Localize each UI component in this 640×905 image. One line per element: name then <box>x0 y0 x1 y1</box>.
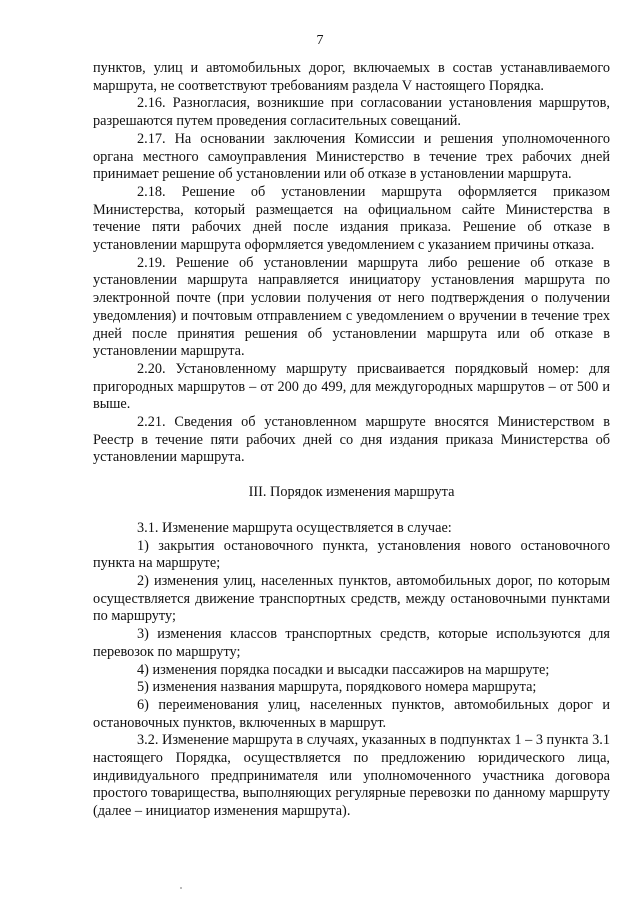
list-item: 2) изменения улиц, населенных пунктов, автомобильных дорог, по которым осуществляется движение транспортных средств, между остановочными пунктами по маршруту; <box>93 572 610 625</box>
list-item: 1) закрытия остановочного пункта, установления нового остановочного пункта на маршруте; <box>93 537 610 572</box>
paragraph: 2.20. Установленному маршруту присваивается порядковый номер: для пригородных маршрутов – от 200 до 499, для междугородных маршрутов – от 500 и выше. <box>93 360 610 413</box>
paragraph: 3.2. Изменение маршрута в случаях, указанных в подпунктах 1 – 3 пункта 3.1 настоящего Порядка, осуществляется по предложению юридического лица, индивидуального предпринимателя или уполномоченного участника договора простого товарищества, выполняющих регулярные перевозки по данному маршруту (далее – инициатор изменения маршрута). <box>93 732 610 820</box>
scan-speck <box>180 887 182 889</box>
document-body <box>93 60 610 821</box>
section-iii <box>93 520 610 821</box>
paragraph: 2.21. Сведения об установленном маршруте вносятся Министерством в Реестр в течение пяти рабочих дней со дня издания приказа Министерства об установлении маршрута. <box>93 414 610 466</box>
paragraph: пунктов, улиц и автомобильных дорог, включаемых в состав устанавливаемого маршрута, не соответствуют требованиям раздела V настоящего Порядка. <box>93 60 610 94</box>
paragraph: 2.16. Разногласия, возникшие при согласовании установления маршрутов, разрешаются путем проведения согласительных совещаний. <box>93 95 610 130</box>
list-item: 6) переименования улиц, населенных пунктов, автомобильных дорог и остановочных пунктов, включенных в маршрут. <box>93 696 610 731</box>
paragraph: 2.18. Решение об установлении маршрута оформляется приказом Министерства, который размещается на официальном сайте Министерства в течение пяти рабочих дней после издания приказа. Решение об отказе в установлении маршрута оформляется уведомлением с указанием причины отказа. <box>93 183 610 254</box>
paragraph: 2.17. На основании заключения Комиссии и решения уполномоченного органа местного самоуправления Министерство в течение трех рабочих дней принимает решение об установлении или об отказе в установлении маршрута. <box>93 130 610 183</box>
page-number: 7 <box>316 33 324 48</box>
list-item: 3) изменения классов транспортных средств, которые используются для перевозок по маршруту; <box>93 626 610 660</box>
paragraph: 3.1. Изменение маршрута осуществляется в случае: <box>137 519 452 536</box>
section-ii-continuation <box>93 60 610 467</box>
list-item: 4) изменения порядка посадки и высадки пассажиров на маршруте; <box>137 661 550 678</box>
list-item: 5) изменения названия маршрута, порядкового номера маршрута; <box>137 679 537 696</box>
paragraph: 2.19. Решение об установлении маршрута либо решение об отказе в установлении маршрута направляется инициатору установления маршрута по электронной почте (при условии получения от него подтверждения о получении уведомления) и почтовым отправлением с уведомлением о вручении в течение трех дней после принятия решения об установлении маршрута или об отказе в установлении маршрута. <box>93 254 610 360</box>
section-heading: III. Порядок изменения маршрута <box>248 484 455 501</box>
